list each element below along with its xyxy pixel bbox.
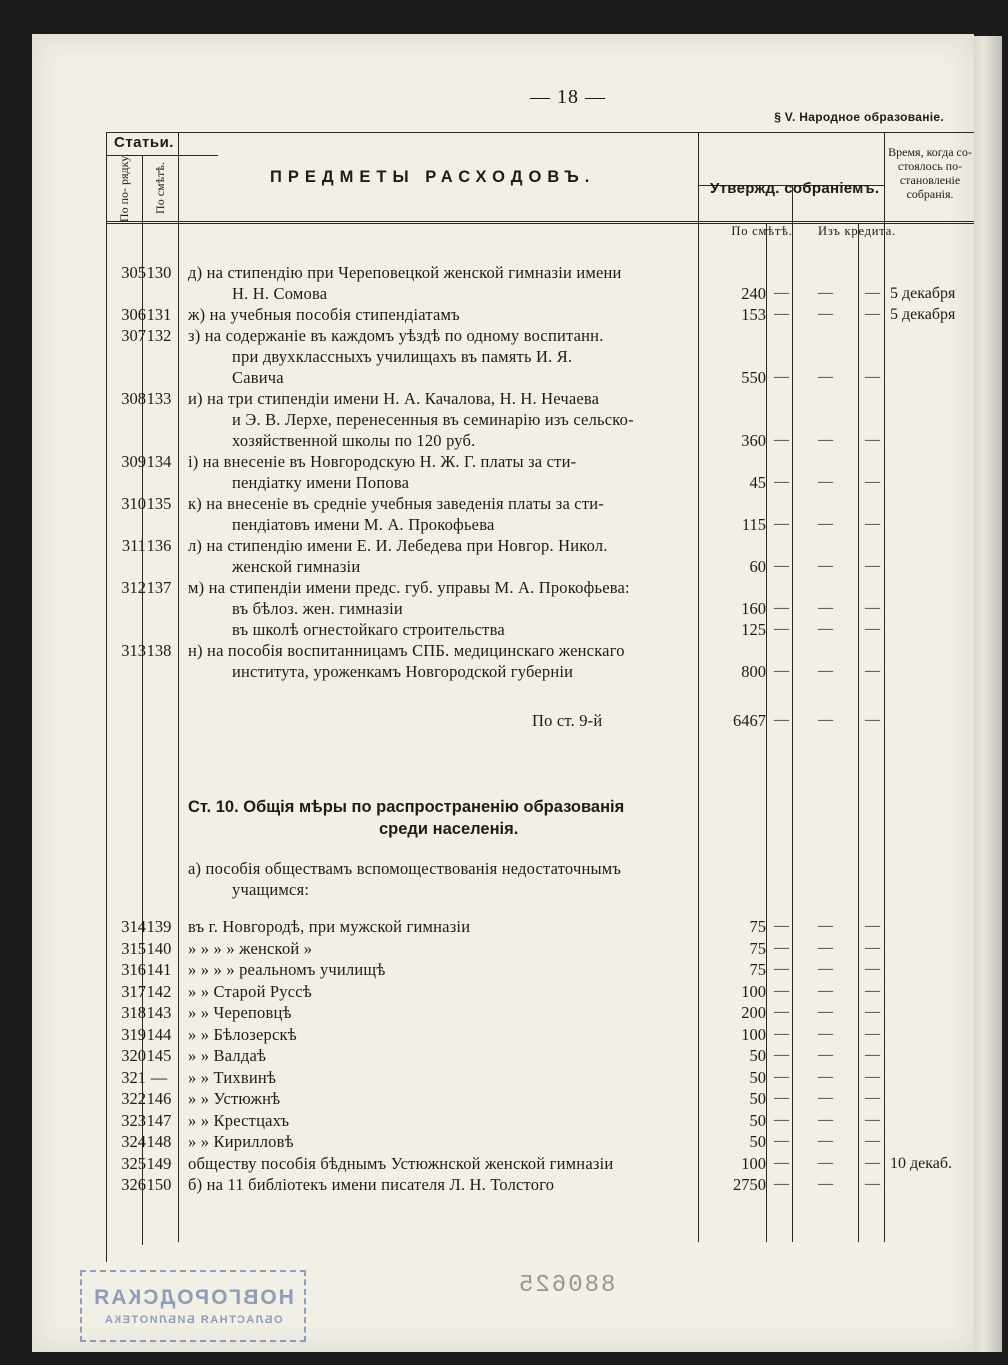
row-amount: 75 [749, 938, 766, 958]
row-number: 314 [121, 917, 146, 936]
row-number: 322 [121, 1089, 146, 1108]
dash: — [865, 516, 880, 532]
row-number: 309 [121, 452, 146, 471]
dash: — [774, 918, 789, 934]
dash: — [865, 600, 880, 616]
dash: — [865, 1111, 880, 1128]
page-edge [972, 36, 1002, 1352]
section-header: § V. Народное образованіе. [774, 110, 944, 124]
row-number: 317 [121, 981, 146, 1001]
inventory-number: 880625 [517, 1272, 616, 1299]
dash: — [774, 474, 789, 490]
row-article: 145 [146, 1046, 172, 1065]
dash: — [865, 663, 880, 679]
dash: — [774, 600, 789, 616]
row-article: 130 [146, 263, 172, 282]
dash: — [865, 1133, 880, 1149]
dash: — [774, 432, 789, 448]
row-number: 308 [121, 389, 146, 408]
row-article: 135 [146, 494, 172, 513]
row-number: 310 [121, 494, 146, 513]
row-amount: 50 [749, 1067, 766, 1087]
dash: — [865, 558, 880, 574]
row-amount: 115 [741, 515, 766, 534]
dash: — [865, 1068, 880, 1085]
dash: — [865, 474, 880, 490]
row-amount: 75 [749, 917, 766, 936]
row-text: въ школѣ огнестойкаго строительства [232, 620, 505, 639]
header-approved: Утвержд. собраніемъ. [710, 180, 880, 197]
row-article: 148 [146, 1132, 172, 1151]
row-article: 134 [146, 452, 172, 471]
row-text: к) на внесеніе въ средніе учебныя заведенія платы за сти- [188, 494, 604, 513]
row-text: обществу пособія бѣднымъ Устюжнской женской гимназіи [188, 1153, 614, 1173]
dash: — [865, 918, 880, 934]
row-text: » » Кирилловѣ [188, 1132, 294, 1151]
row-text: м) на стипендіи имени предс. губ. управы М. А. Прокофьева: [188, 578, 630, 597]
row-text: » » Череповцѣ [188, 1003, 292, 1022]
row-text: д) на стипендію при Череповецкой женской гимназіи имени [188, 263, 622, 282]
row-amount: 100 [741, 1153, 766, 1173]
dash: — [865, 961, 880, 977]
row-amount: 240 [741, 284, 766, 303]
row-amount: 200 [741, 1003, 766, 1022]
dash: — [818, 939, 833, 956]
row-number: 323 [121, 1110, 146, 1130]
row-amount: 50 [749, 1089, 766, 1108]
dash: — [774, 961, 789, 977]
dash: — [818, 621, 833, 637]
dash: — [865, 1176, 880, 1192]
row-article: 150 [146, 1175, 172, 1194]
dash: — [818, 1047, 833, 1063]
row-amount: 75 [749, 960, 766, 979]
section10-title: Ст. 10. Общія мѣры по распространенію образованія [188, 798, 625, 816]
dash: — [818, 1111, 833, 1128]
header-subjects: ПРЕДМЕТЫ РАСХОДОВЪ. [270, 168, 596, 186]
row-date: 5 декабря [890, 285, 956, 302]
row-text: Савича [232, 368, 284, 387]
row-text: » » Крестцахъ [188, 1110, 290, 1130]
dash: — [865, 1090, 880, 1106]
row-article: 139 [146, 917, 172, 936]
dash: — [774, 1154, 789, 1171]
row-text: б) на 11 библіотекъ имени писателя Л. Н. Толстого [188, 1175, 555, 1194]
dash: — [774, 1111, 789, 1128]
row-text: въ бѣлоз. жен. гимназіи [232, 599, 403, 618]
row-text: въ г. Новгородѣ, при мужской гимназіи [188, 917, 471, 936]
dash: — [774, 1047, 789, 1063]
dash: — [774, 369, 789, 385]
row-text: » » » » женской » [188, 938, 313, 958]
header-by-estimate: По смѣтѣ. [731, 224, 793, 238]
row-article: 147 [146, 1110, 172, 1130]
row-text: пендіатовъ имени М. А. Прокофьева [232, 515, 495, 534]
row-text: з) на содержаніе въ каждомъ уѣздѣ по одному воспитанн. [188, 326, 604, 345]
stamp-line1: НОВГОРОДСКАЯ [92, 1286, 294, 1309]
section10-subhead-line2: учащимся: [232, 880, 310, 899]
dash: — [818, 961, 833, 977]
row-text: » » Бѣлозерскѣ [188, 1024, 297, 1044]
row-number: 325 [121, 1153, 146, 1173]
col-border [766, 224, 767, 1242]
row-number: 319 [121, 1024, 146, 1044]
row-text: Н. Н. Сомова [232, 284, 328, 303]
row-number: 305 [121, 263, 146, 282]
dash: — [865, 432, 880, 448]
row-number: 318 [121, 1003, 146, 1022]
row-article: 141 [146, 960, 172, 979]
dash: — [865, 1047, 880, 1063]
row-amount: 100 [741, 1024, 766, 1044]
dash: — [818, 285, 833, 301]
dash: — [818, 516, 833, 532]
table-top-border [106, 132, 974, 133]
dash: — [865, 285, 880, 301]
row-amount: 360 [741, 431, 766, 450]
row-text: хозяйственной школы по 120 руб. [232, 431, 476, 450]
row-number: 316 [121, 960, 146, 979]
row-text: » » Валдаѣ [188, 1046, 267, 1065]
row-article: 142 [146, 981, 172, 1001]
row-article: 146 [146, 1089, 172, 1108]
row-date: 10 декаб. [890, 1154, 953, 1172]
header-po-poryadku: По по- рядку. [117, 153, 131, 223]
row-number: 326 [121, 1175, 146, 1194]
row-text: женской гимназіи [232, 557, 361, 576]
header-time-when: Время, когда со- стоялось по- становленіе собранія. [888, 145, 972, 201]
row-amount: 153 [741, 305, 766, 324]
row-number: 321 [121, 1067, 146, 1087]
row-article: 131 [146, 305, 172, 324]
col-border [792, 185, 793, 1242]
dash: — [818, 1090, 833, 1106]
dash: — [865, 982, 880, 999]
row-amount: 2750 [733, 1175, 766, 1194]
dash: — [865, 306, 880, 322]
dash: — [774, 1025, 789, 1042]
row-text: » » » » реальномъ училищѣ [188, 960, 386, 979]
page-number: — 18 — [530, 86, 606, 108]
dash: — [818, 1025, 833, 1042]
row-amount: 160 [741, 599, 766, 618]
dash: — [818, 306, 833, 322]
row-text: ж) на учебныя пособія стипендіатамъ [188, 305, 460, 324]
row-text: института, уроженкамъ Новгородской губерніи [232, 662, 574, 681]
dash: — [865, 1004, 880, 1020]
row-number: 306 [121, 305, 146, 324]
row-article: 138 [146, 641, 172, 660]
row-number: 312 [121, 578, 146, 597]
row-text: » » Устюжнѣ [188, 1089, 281, 1108]
row-amount: 60 [749, 557, 766, 576]
dash: — [818, 1004, 833, 1020]
col-border [178, 132, 179, 1242]
row-text: и) на три стипендіи имени Н. А. Качалова, Н. Н. Нечаева [188, 389, 600, 408]
dash: — [774, 306, 789, 322]
dash: — [818, 982, 833, 999]
row-amount: 50 [749, 1132, 766, 1151]
row-article: 136 [146, 536, 172, 555]
header-statyi: Статьи. [114, 134, 174, 151]
row-article: 143 [146, 1003, 172, 1022]
dash: — [774, 558, 789, 574]
row-number: 311 [121, 536, 146, 555]
dash: — [774, 285, 789, 301]
dash: — [865, 1025, 880, 1042]
col-border [884, 132, 885, 1242]
row-amount: 550 [741, 368, 766, 387]
dash: — [818, 918, 833, 934]
row-text: » » Тихвинѣ [188, 1067, 277, 1087]
dash: — [865, 621, 880, 637]
row-text: пендіатку имени Попова [232, 473, 410, 492]
section10-title-line2: среди населенія. [379, 820, 519, 838]
row-article: 140 [146, 938, 172, 958]
row-amount: 50 [749, 1110, 766, 1130]
header-po-smete-vertical: По смѣтѣ. [153, 162, 167, 214]
row-date: 5 декабря [890, 306, 956, 323]
dash: — [774, 621, 789, 637]
dash: — [774, 663, 789, 679]
row-article: — [150, 1067, 168, 1087]
row-amount: 100 [741, 981, 766, 1001]
row-article: 137 [146, 578, 172, 597]
row-article: 144 [146, 1024, 172, 1044]
dash: — [818, 432, 833, 448]
dash: — [774, 982, 789, 999]
dash: — [818, 1068, 833, 1085]
document-page [32, 34, 974, 1352]
dash: — [865, 939, 880, 956]
row-text: при двухклассныхъ училищахъ въ память И. Я. [232, 347, 573, 366]
section10-subhead: а) пособія обществамъ вспомоществованія недостаточнымъ [188, 859, 622, 878]
dash: — [818, 369, 833, 385]
row-text: л) на стипендію имени Е. И. Лебедева при Новгор. Никол. [188, 536, 608, 555]
row-amount: 50 [749, 1046, 766, 1065]
row-article: 132 [146, 326, 172, 345]
row-number: 315 [121, 938, 146, 958]
row-number: 307 [121, 326, 146, 345]
row-article: 133 [146, 389, 172, 408]
dash: — [865, 712, 880, 728]
dash: — [818, 600, 833, 616]
row-number: 320 [121, 1046, 146, 1065]
dash: — [774, 1176, 789, 1192]
dash: — [774, 939, 789, 956]
dash: — [818, 1133, 833, 1149]
dash: — [818, 663, 833, 679]
col-border [858, 224, 859, 1242]
dash: — [818, 558, 833, 574]
dash: — [865, 1154, 880, 1171]
row-number: 324 [121, 1132, 146, 1151]
dash: — [865, 369, 880, 385]
row-article: 149 [146, 1153, 172, 1173]
row-amount: 45 [749, 473, 766, 492]
row-text: и Э. В. Лерхе, перенесенныя въ семинарію изъ сельско- [232, 410, 634, 429]
row-amount: 800 [741, 662, 766, 681]
library-stamp [80, 1270, 306, 1342]
stamp-line2: ОБЛАСТНАЯ БИБЛИОТЕКА [103, 1314, 283, 1326]
dash: — [774, 1004, 789, 1020]
dash: — [818, 474, 833, 490]
total-label: По ст. 9-й [532, 711, 603, 730]
dash: — [818, 1176, 833, 1192]
dash: — [774, 1090, 789, 1106]
dash: — [818, 1154, 833, 1171]
dash: — [774, 516, 789, 532]
row-text: н) на пособія воспитанницамъ СПБ. медицинскаго женскаго [188, 641, 625, 660]
dash: — [818, 712, 833, 728]
row-amount: 125 [741, 620, 766, 639]
dash: — [774, 712, 789, 728]
dash: — [774, 1068, 789, 1085]
row-text: » » Старой Руссѣ [188, 981, 312, 1001]
header-from-credit: Изъ кредита. [818, 224, 896, 238]
total-amount: 6467 [733, 711, 766, 730]
row-text: і) на внесеніе въ Новгородскую Н. Ж. Г. платы за сти- [188, 452, 577, 471]
dash: — [774, 1133, 789, 1149]
row-number: 313 [121, 641, 146, 660]
